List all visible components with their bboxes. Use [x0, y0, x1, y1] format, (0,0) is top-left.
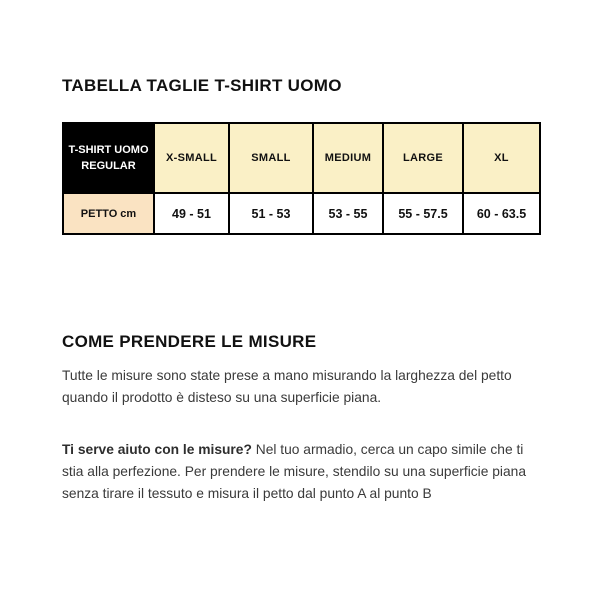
size-column-large: LARGE — [383, 123, 463, 193]
measuring-description-paragraph: Tutte le misure sono state prese a mano misurando la larghezza del petto quando il prodotto è disteso su una superficie piana. — [62, 368, 512, 405]
chest-row-label: PETTO cm — [63, 193, 154, 234]
size-table-header-row — [63, 123, 540, 193]
size-table-corner-cell: T-SHIRT UOMO REGULAR — [63, 123, 154, 193]
size-column-xsmall: X-SMALL — [154, 123, 229, 193]
size-table — [62, 122, 541, 235]
chest-value-medium: 53 - 55 — [313, 193, 383, 234]
size-column-small: SMALL — [229, 123, 313, 193]
measuring-help-rest: Nel tuo armadio, cerca un capo simile che ti stia alla perfezione. Per prendere le misure, stendilo su una superficie piana senza tirare il tessuto e misura il petto dal punto A al punto B — [62, 442, 526, 501]
size-table-chest-row — [63, 193, 540, 234]
measuring-help-paragraph — [62, 439, 540, 505]
size-column-medium: MEDIUM — [313, 123, 383, 193]
chest-value-xl: 60 - 63.5 — [463, 193, 540, 234]
chest-value-small: 51 - 53 — [229, 193, 313, 234]
page-title: TABELLA TAGLIE T-SHIRT UOMO — [62, 76, 342, 95]
section-heading-measuring: COME PRENDERE LE MISURE — [62, 332, 317, 351]
size-column-xl: XL — [463, 123, 540, 193]
measuring-help-lead: Ti serve aiuto con le misure? — [62, 442, 252, 457]
chest-value-large: 55 - 57.5 — [383, 193, 463, 234]
chest-value-xsmall: 49 - 51 — [154, 193, 229, 234]
